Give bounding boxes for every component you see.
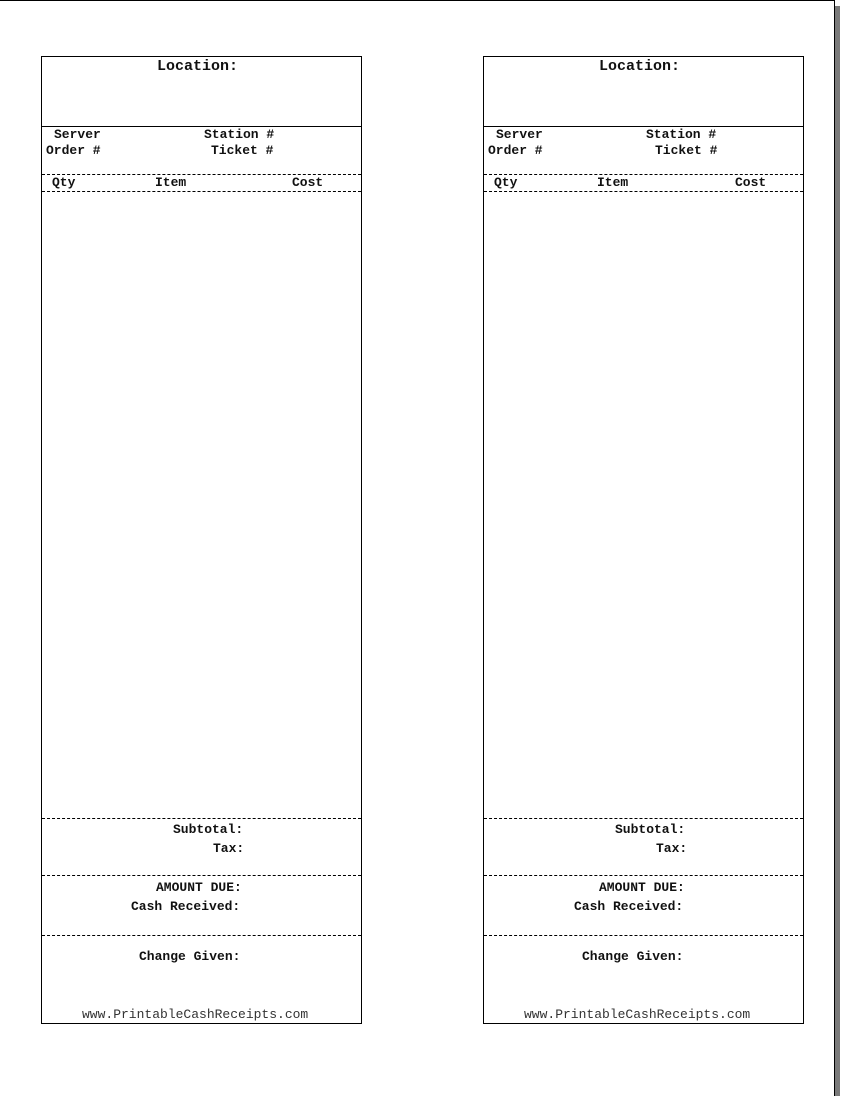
footer-url: www.PrintableCashReceipts.com <box>524 1007 751 1022</box>
column-cost: Cost <box>292 175 324 190</box>
column-item: Item <box>597 175 629 190</box>
order-label: Order # <box>46 143 101 158</box>
order-label: Order # <box>488 143 543 158</box>
change-given-label: Change Given: <box>139 949 241 964</box>
payment-divider <box>484 935 803 936</box>
receipt-left <box>41 56 362 1024</box>
location-label: Location: <box>599 58 681 75</box>
station-label: Station # <box>204 127 275 142</box>
receipt-right <box>483 56 804 1024</box>
server-label: Server <box>54 127 101 142</box>
totals-divider <box>484 875 803 876</box>
server-label: Server <box>496 127 543 142</box>
column-qty: Qty <box>52 175 76 190</box>
tax-label: Tax: <box>213 841 245 856</box>
amount-due-label: AMOUNT DUE: <box>599 880 685 895</box>
ticket-label: Ticket # <box>211 143 274 158</box>
items-divider <box>42 818 361 819</box>
station-label: Station # <box>646 127 717 142</box>
ticket-label: Ticket # <box>655 143 718 158</box>
items-area[interactable] <box>42 192 361 818</box>
page-shadow <box>835 6 840 1096</box>
subtotal-label: Subtotal: <box>173 822 244 837</box>
column-item: Item <box>155 175 187 190</box>
items-area[interactable] <box>484 192 803 818</box>
footer-url: www.PrintableCashReceipts.com <box>82 1007 309 1022</box>
column-cost: Cost <box>735 175 767 190</box>
amount-due-label: AMOUNT DUE: <box>156 880 242 895</box>
change-given-label: Change Given: <box>582 949 684 964</box>
cash-received-label: Cash Received: <box>574 899 684 914</box>
column-qty: Qty <box>494 175 518 190</box>
payment-divider <box>42 935 361 936</box>
tax-label: Tax: <box>656 841 688 856</box>
location-label: Location: <box>157 58 239 75</box>
subtotal-label: Subtotal: <box>615 822 686 837</box>
totals-divider <box>42 875 361 876</box>
items-divider <box>484 818 803 819</box>
cash-received-label: Cash Received: <box>131 899 241 914</box>
